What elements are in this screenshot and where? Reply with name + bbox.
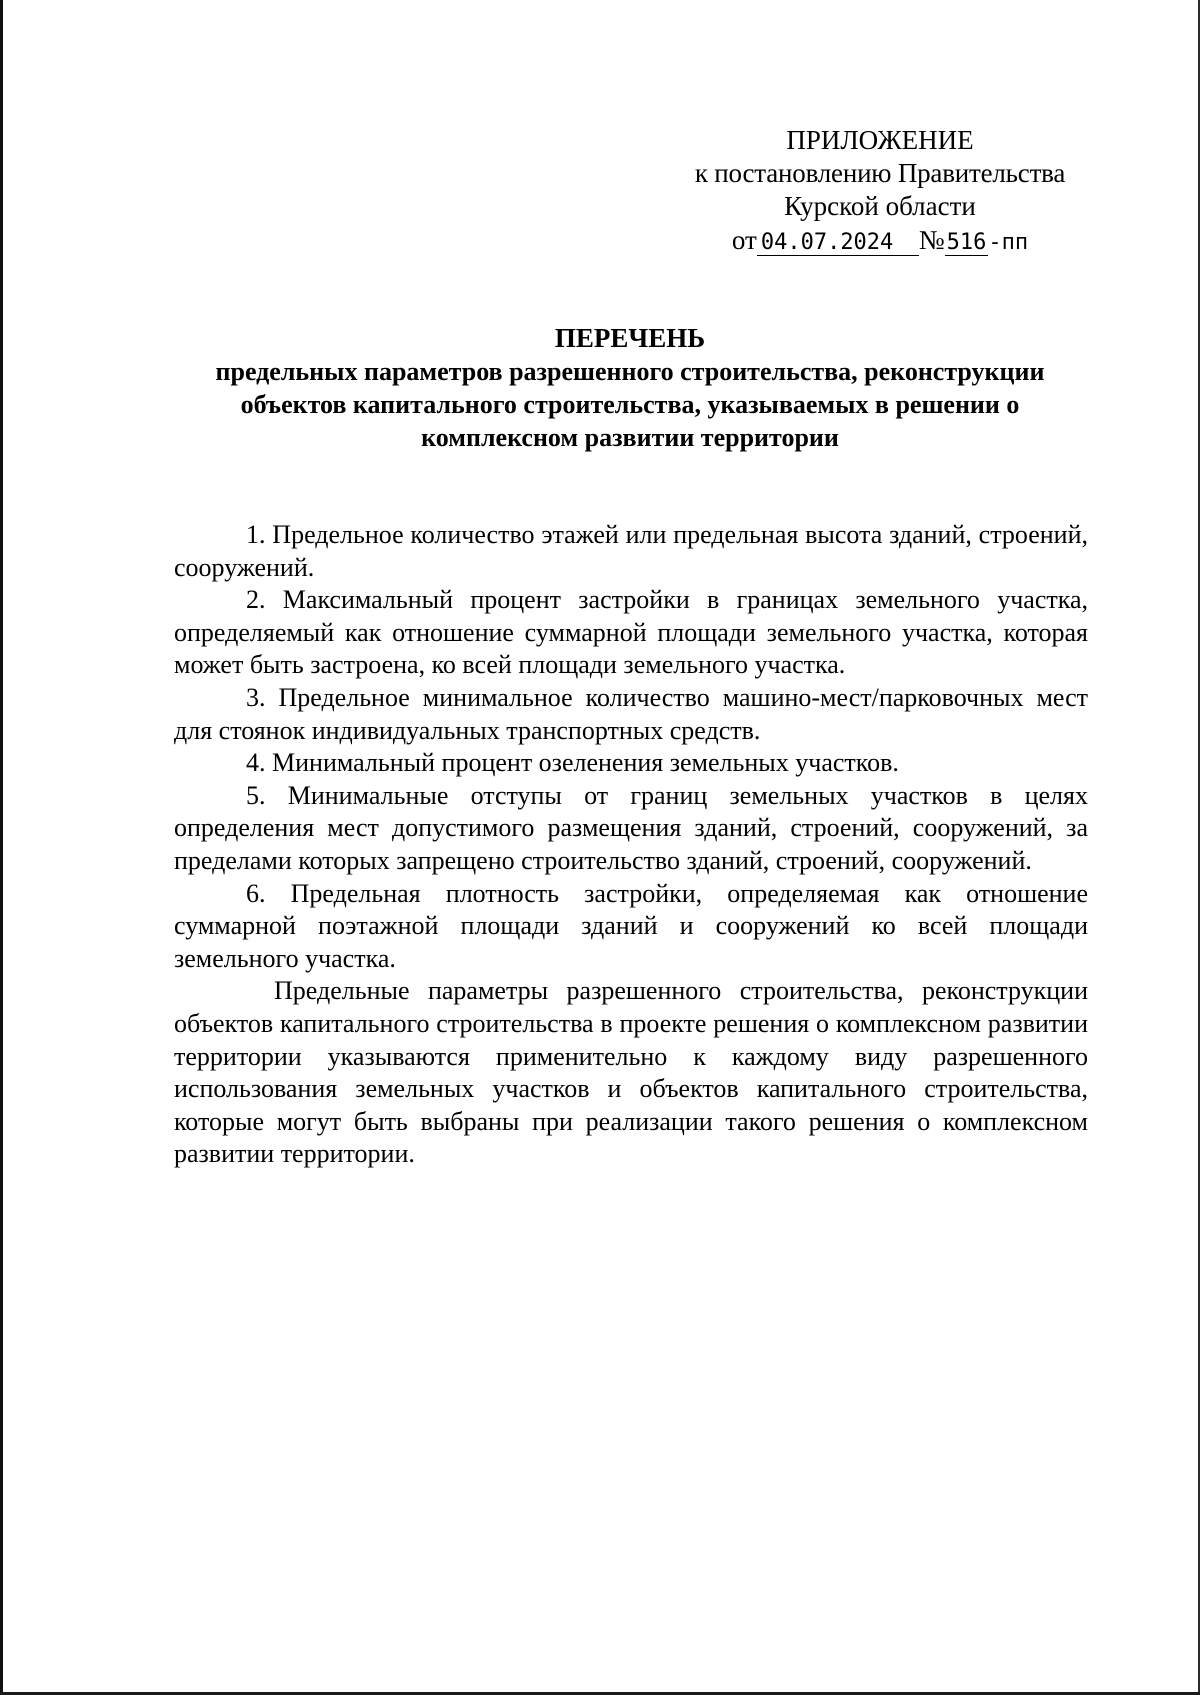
document-subtitle-line-2: объектов капитального строительства, указываемых в решении о: [240, 390, 1020, 419]
appendix-region: Курской области: [784, 191, 976, 221]
document-body: [174, 519, 1088, 1171]
list-item-5: 5. Минимальные отступы от границ земельных участков в целях определения мест допустимого размещения зданий, строений, сооружений, за пределами которых запрещено строительство зданий, строений, сооружений.: [174, 780, 1088, 875]
document-number-suffix: -пп: [988, 230, 1029, 255]
scan-edge-left: [0, 0, 3, 1695]
document-title-block: [170, 322, 1090, 454]
list-item-6: 6. Предельная плотность застройки, определяемая как отношение суммарной поэтажной площади зданий и сооружений ко всей площади земельного участка.: [174, 878, 1088, 973]
appendix-title: ПРИЛОЖЕНИЕ: [786, 125, 974, 155]
appendix-date-line: [660, 224, 1100, 259]
document-date: 04.07.2024: [757, 231, 919, 256]
date-prefix: от: [731, 225, 757, 255]
document-subtitle-line-3: комплексном развитии территории: [421, 423, 839, 452]
list-item-3: 3. Предельное минимальное количество машино-мест/парковочных мест для стоянок индивидуальных транспортных средств.: [174, 682, 1088, 745]
list-item-1: 1. Предельное количество этажей или предельная высота зданий, строений, сооружений.: [174, 520, 1088, 582]
list-item-4: 4. Минимальный процент озеленения земельных участков.: [246, 748, 899, 778]
number-sign: №: [918, 225, 945, 255]
appendix-block: [660, 124, 1100, 259]
document-subtitle-line-1: предельных параметров разрешенного строительства, реконструкции: [215, 357, 1045, 386]
list-item-2: 2. Максимальный процент застройки в границах земельного участка, определяемый как отношение суммарной площади земельного участка, которая может быть застроена, ко всей площади земельного участка.: [174, 585, 1088, 680]
appendix-reference: к постановлению Правительства: [694, 158, 1066, 188]
document-number: 516: [946, 230, 987, 255]
final-paragraph: Предельные параметры разрешенного строительства, реконструкции объектов капитального строительства в проекте решения о комплексном развитии территории указываются применительно к каждому виду разрешенного использования земельных участков и объектов капитального строительства, которые могут быть выбраны при реализации такого решения о комплексном развитии территории.: [174, 976, 1088, 1169]
document-title: ПЕРЕЧЕНЬ: [554, 323, 706, 353]
